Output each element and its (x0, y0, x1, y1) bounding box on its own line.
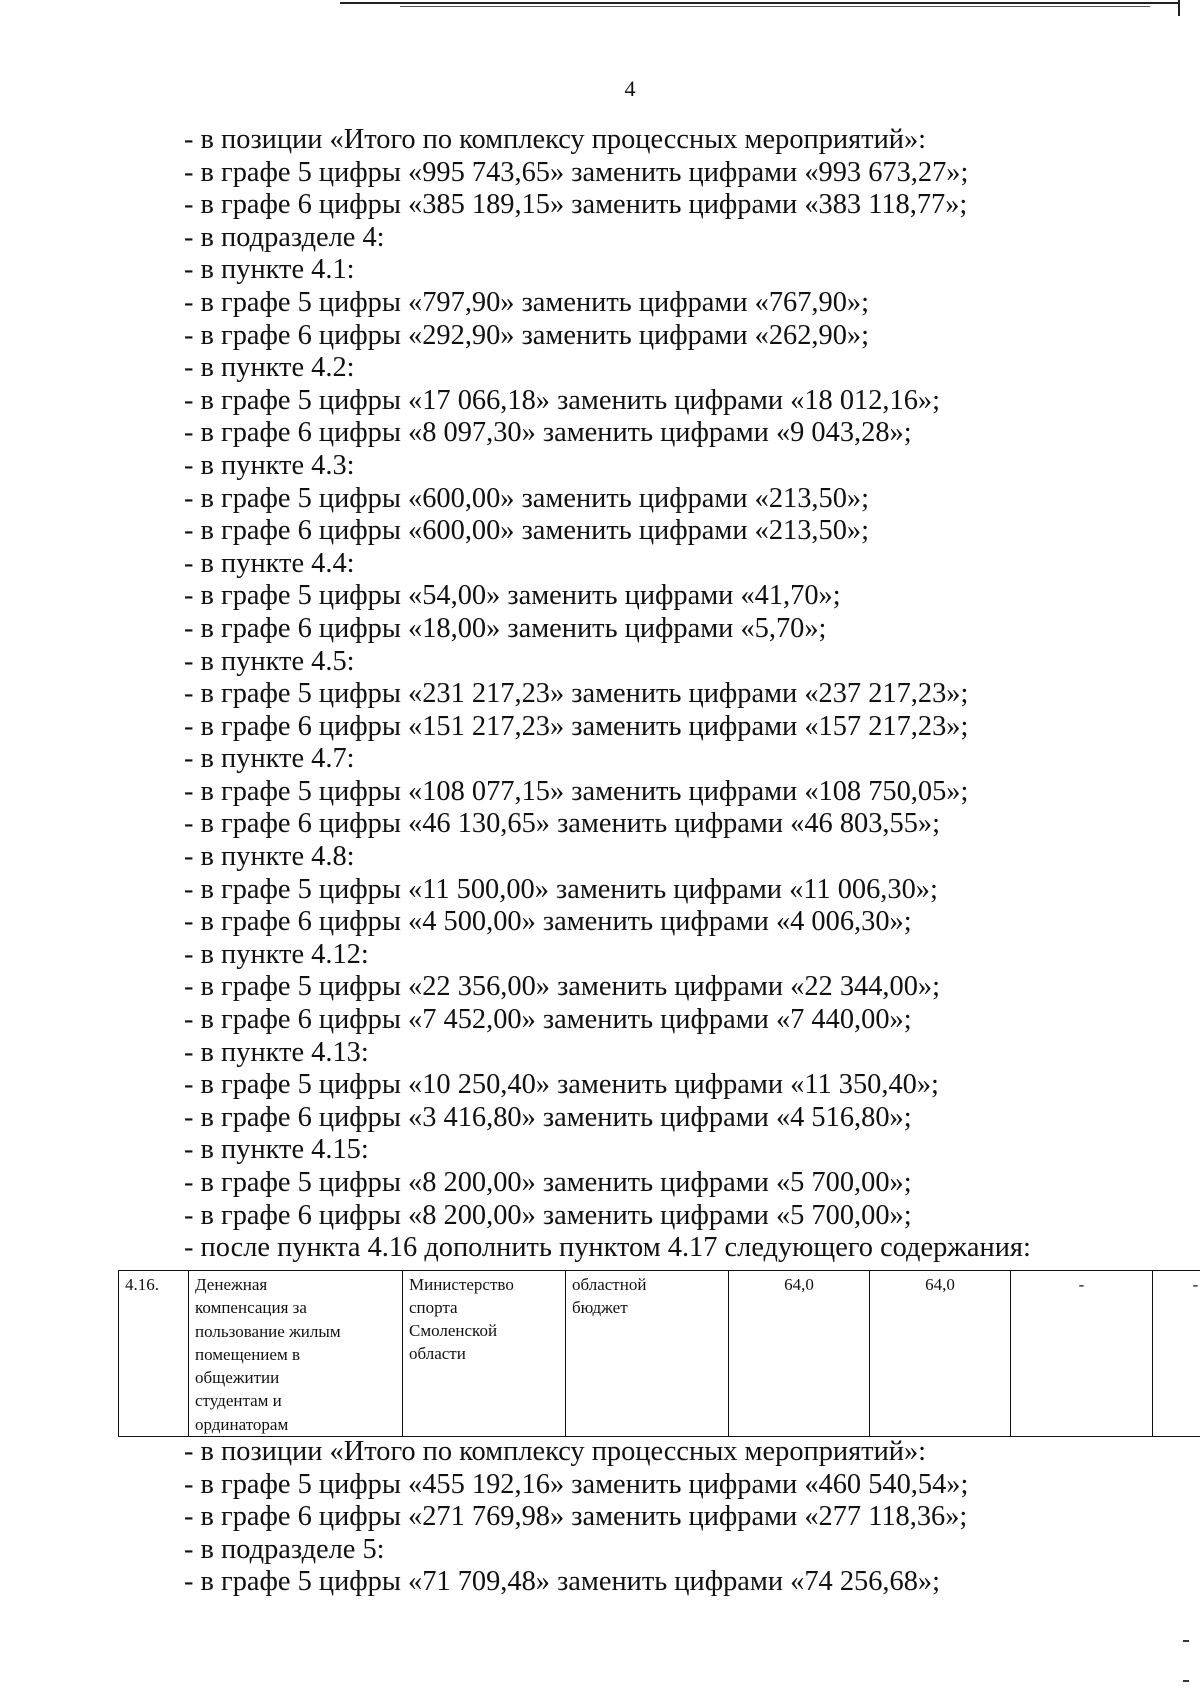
amendment-line: - в графе 6 цифры «385 189,15» заменить цифрами «383 118,77»; (184, 189, 968, 221)
amendment-line: - в графе 6 цифры «4 500,00» заменить цифрами «4 006,30»; (184, 906, 912, 938)
amendment-line: - после пункта 4.16 дополнить пунктом 4.17 следующего содержания: (184, 1232, 1031, 1264)
amendment-line: - в пункте 4.1: (184, 254, 355, 286)
amendment-line: - в графе 6 цифры «3 416,80» заменить цифрами «4 516,80»; (184, 1101, 912, 1133)
amendment-line: - в графе 6 цифры «600,00» заменить цифрами «213,50»; (184, 515, 870, 547)
amendment-line: - в пункте 4.2: (184, 352, 355, 384)
amendment-line: - в графе 5 цифры «17 066,18» заменить цифрами «18 012,16»; (184, 384, 940, 416)
amendment-line: - в графе 5 цифры «8 200,00» заменить цифрами «5 700,00»; (184, 1167, 912, 1198)
inserted-item-table-wrap (118, 1270, 1199, 1434)
inserted-item-table (118, 1270, 1200, 1437)
amendment-line: - в графе 5 цифры «600,00» заменить цифрами «213,50»; (184, 482, 870, 514)
amendment-line: - в подразделе 4: (184, 221, 385, 253)
column-5-value: 64,0 (784, 1275, 814, 1294)
amendment-line: - в пункте 4.7: (184, 743, 355, 775)
executor-cell (403, 1271, 566, 1437)
amendment-line: - в пункте 4.8: (184, 841, 355, 873)
amendment-line: - в подразделе 5: (184, 1533, 385, 1565)
scan-edge-top (340, 2, 1180, 4)
amendment-line: - в графе 5 цифры «22 356,00» заменить цифрами «22 344,00»; (184, 971, 940, 1003)
amendment-line: - в графе 5 цифры «995 743,65» заменить цифрами «993 673,27»; (184, 156, 969, 188)
column-6-value: 64,0 (925, 1275, 955, 1294)
amendment-line: - в графе 6 цифры «271 769,98» заменить цифрами «277 118,36»; (184, 1501, 968, 1533)
amendment-line: - в графе 6 цифры «292,90» заменить цифрами «262,90»; (184, 319, 870, 351)
amendment-line: - в пункте 4.4: (184, 547, 355, 579)
amendment-list-top (184, 124, 1031, 1265)
amendment-line: - в пункте 4.5: (184, 645, 355, 677)
measure-name-cell (189, 1271, 403, 1437)
row-number-cell (119, 1271, 189, 1437)
funding-source: областной бюджет (572, 1275, 647, 1317)
scan-edge-right (1178, 0, 1180, 16)
amendment-line: - в пункте 4.3: (184, 449, 355, 481)
amendment-line: - в пункте 4.15: (184, 1134, 369, 1166)
measure-name: Денежная компенсация за пользование жилым помещением в общежитии студентам и ординаторам (195, 1275, 341, 1434)
amendment-line: - в графе 5 цифры «11 500,00» заменить цифрами «11 006,30»; (184, 873, 938, 905)
amendment-line: - в графе 6 цифры «46 130,65» заменить цифрами «46 803,55»; (184, 808, 940, 840)
amendment-line: - в графе 5 цифры «71 709,48» заменить цифрами «74 256,68»; (184, 1566, 940, 1598)
column-7-cell (1011, 1271, 1153, 1437)
amendment-line: - в графе 5 цифры «797,90» заменить цифрами «767,90»; (184, 286, 870, 318)
row-number: 4.16. (125, 1275, 159, 1294)
amendment-list-bottom (184, 1436, 968, 1599)
amendment-line: - в графе 5 цифры «455 192,16» заменить цифрами «460 540,54»; (184, 1468, 969, 1500)
amendment-line: - в пункте 4.12: (184, 938, 369, 970)
amendment-line: - в графе 5 цифры «54,00» заменить цифрами «41,70»; (184, 580, 841, 612)
amendment-line: - в позиции «Итого по комплексу процессных мероприятий»: (184, 1436, 927, 1467)
column-8-value: - (1192, 1275, 1199, 1294)
amendment-line: - в графе 6 цифры «7 452,00» заменить цифрами «7 440,00»; (184, 1004, 912, 1036)
scan-edge-top-secondary (400, 6, 1150, 7)
amendment-line: - в графе 6 цифры «151 217,23» заменить цифрами «157 217,23»; (184, 710, 969, 742)
column-8-cell (1153, 1271, 1200, 1437)
table-row (119, 1271, 1200, 1437)
column-6-cell (870, 1271, 1011, 1437)
column-5-cell (729, 1271, 870, 1437)
executor: Министерство спорта Смоленской области (409, 1275, 514, 1363)
column-7-value: - (1078, 1275, 1085, 1294)
amendment-line: - в графе 6 цифры «8 097,30» заменить цифрами «9 043,28»; (184, 417, 912, 449)
amendment-line: - в пункте 4.13: (184, 1036, 369, 1068)
funding-source-cell (566, 1271, 729, 1437)
scan-mark (1183, 1680, 1189, 1682)
amendment-line: - в позиции «Итого по комплексу процессных мероприятий»: (184, 124, 927, 155)
amendment-line: - в графе 5 цифры «108 077,15» заменить цифрами «108 750,05»; (184, 775, 969, 807)
scan-mark (1183, 1640, 1189, 1642)
amendment-line: - в графе 5 цифры «10 250,40» заменить цифрами «11 350,40»; (184, 1069, 939, 1101)
amendment-line: - в графе 6 цифры «18,00» заменить цифрами «5,70»; (184, 612, 827, 644)
page-number: 4 (624, 76, 636, 101)
amendment-line: - в графе 6 цифры «8 200,00» заменить цифрами «5 700,00»; (184, 1199, 912, 1231)
amendment-line: - в графе 5 цифры «231 217,23» заменить цифрами «237 217,23»; (184, 678, 969, 710)
